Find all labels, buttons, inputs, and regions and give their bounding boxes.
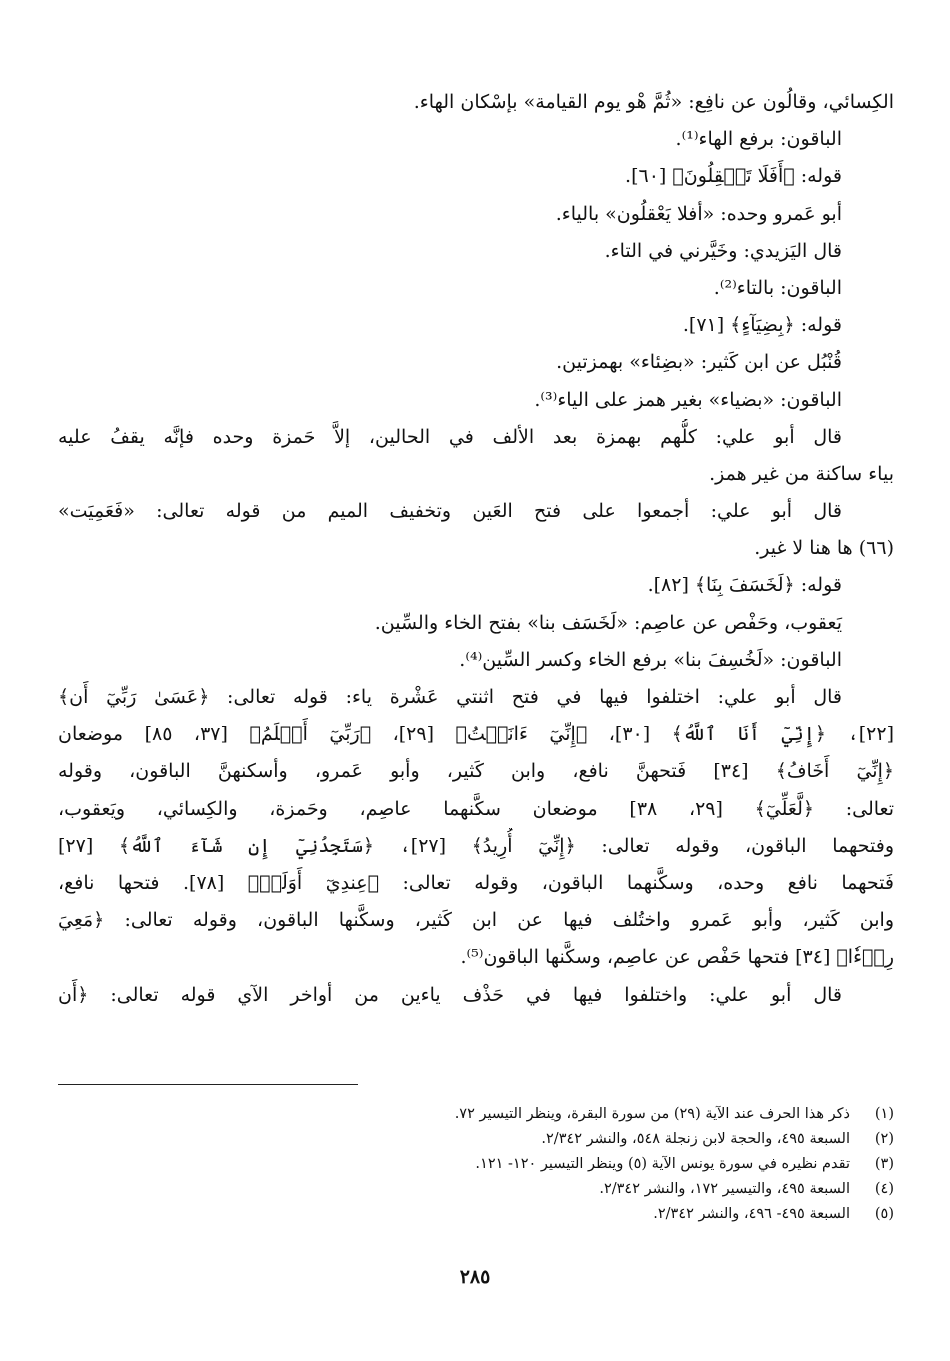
text-line: الكِسائي، وقالُون عن نافِع: «ثُمَّ هْو يوم القيامة» بإسْكان الهاء. (413, 91, 894, 113)
footnote-text: السبعة ٤٩٥، والحجة لابن زنجلة ٥٤٨، والنشر ٢/٣٤٢. (541, 1131, 850, 1147)
footnote-text: ذكر هذا الحرف عند الآية (٢٩) من سورة البقرة، وينظر التيسير ٧٢. (454, 1106, 850, 1122)
text-line: الباقون: «بضياء» بغير همز على الياء⁽³⁾. (534, 388, 842, 411)
text-line: الباقون: برفع الهاء⁽¹⁾. (675, 128, 842, 151)
footnote-text: السبعة ٤٩٥- ٤٩٦، والنشر ٢/٣٤٢. (653, 1206, 850, 1222)
page-number: ٢٨٥ (459, 1266, 491, 1288)
footnote-number: (٤) (874, 1181, 894, 1197)
footnote-divider (58, 1084, 358, 1085)
footnote (80, 1177, 894, 1202)
footnote (80, 1102, 894, 1127)
text-line: رِدۡءٗا﴾ [٣٤] فتحها حَفْص عن عاصِم، وسكَّنها الباقون⁽⁵⁾. (460, 946, 894, 969)
text-line: وفتحهما الباقون، وقوله تعالى: ﴿إِنِّيٓ أُرِيدُ﴾ [٢٧]، ﴿سَتَجِدُنِيٓ إِن شَآءَ ٱللَّهُ﴾ [٢٧] (58, 834, 894, 857)
footnote-text: السبعة ٤٩٥، والتيسير ١٧٢، والنشر ٢/٣٤٢. (599, 1181, 850, 1197)
text-line: فَتحهما نافع وحده، وسكَّنهما الباقون، وقوله تعالى: ﴿عِندِيٓ أَوَلَمۡ﴾ [٧٨]. فتحها نافع، (58, 871, 894, 894)
footnotes (80, 1102, 894, 1227)
footnote-number: (٣) (874, 1156, 894, 1172)
footnote (80, 1202, 894, 1227)
footnote-text: تقدم نظيره في سورة يونس الآية (٥) وينظر التيسير ١٢٠- ١٢١. (475, 1156, 850, 1172)
text-line: ﴿إِنِّيٓ أَخَافُ﴾ [٣٤] فَتحهنَّ نافع، وابن كَثير، وأبو عَمرو، وأسكنهنَّ الباقون، وقوله (58, 760, 894, 783)
text-line: أبو عَمرو وحده: «أفلا يَعْقلُون» بالياء. (555, 202, 842, 225)
text-line: الباقون: بالتاء⁽²⁾. (713, 276, 842, 299)
footnote-number: (٢) (874, 1131, 894, 1147)
text-line: قوله: ﴿أَفَلَا تَعۡقِلُونَ﴾ [٦٠]. (625, 165, 842, 188)
text-line: تعالى: ﴿لَّعَلِّيٓ﴾ [٢٩، ٣٨] موضعان سكَّنهما عاصِم، وحَمزة، والكِسائي، ويَعقوب، (58, 797, 894, 820)
text-line: الباقون: «لَخُسِفَ بنا» برفع الخاء وكسر السِّين⁽⁴⁾. (459, 648, 842, 671)
footnote-number: (١) (874, 1106, 894, 1122)
text-line: قال أبو علي: اختلفوا فيها في فتح اثنتي عَشْرة ياء: قوله تعالى: ﴿عَسَىٰ رَبِّيٓ أَن﴾ (58, 686, 842, 708)
text-line: قال أبو علي: واختلفوا فيها في حَذْف ياءين من أواخر الآي قوله تعالى: ﴿أَن (58, 983, 842, 1006)
footnote-number: (٥) (874, 1206, 894, 1222)
text-line: يَعقوب، وحَفْص عن عاصِم: «لَخَسَف بنا» بفتح الخاء والسِّين. (374, 611, 842, 634)
footnote (80, 1152, 894, 1177)
text-line: قال اليَزيدي: وخَيَّرني في التاء. (604, 239, 842, 262)
text-line: قوله: ﴿بِضِيَآءٍ﴾ [٧١]. (682, 314, 842, 337)
text-line: قوله: ﴿لَخَسَفَ بِنَا﴾ [٨٢]. (647, 574, 842, 597)
text-line: قُنْبُل عن ابن كَثير: «بضِئاء» بهمزتين. (556, 351, 842, 374)
footnote (80, 1127, 894, 1152)
text-line: قال أبو علي: كلُّهم بهمزة بعد الألف في الحالين، إلاَّ حَمزة وحده فإنَّه يقفُ عليه (58, 425, 842, 448)
text-line: وابن كَثير، وأبو عَمرو واختُلف فيها عن ابن كَثير، وسكَّنها الباقون، وقوله تعالى: ﴿مَعِيَ (58, 909, 894, 932)
text-line: (٦٦) ها هنا لا غير. (754, 537, 894, 560)
text-line: بياء ساكنة من غير همز. (709, 462, 894, 485)
text-line: قال أبو علي: أجمعوا على فتح العَين وتخفيف الميم من قوله تعالى: «فَعَمِيَت» (58, 500, 842, 523)
text-line: [٢٢]، ﴿إِنِّيٓ أَنَا ٱللَّهُ﴾ [٣٠]، ﴿إِنِّيٓ ءَانَسۡتُ﴾ [٢٩]، ﴿رَبِّيٓ أَعۡلَمُ﴾ [٣٧، ٨٥] موضعان (58, 723, 894, 746)
main-text (58, 84, 894, 1014)
